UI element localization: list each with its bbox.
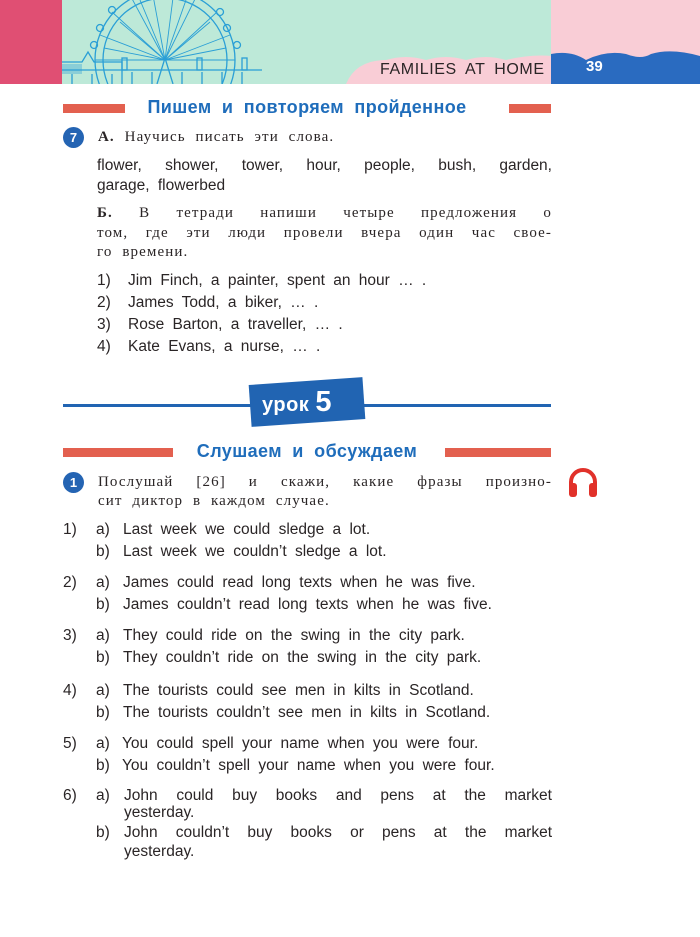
page-number-tab [551, 50, 700, 84]
list-item-num: 2) [97, 294, 111, 311]
option-b-text: James couldn’t read long texts when he was five. [123, 596, 492, 613]
option-b-label: b) [96, 824, 110, 841]
lesson-word: урок [262, 394, 310, 416]
ferris-wheel-icon [62, 0, 262, 84]
option-b-text: John couldn’t buy books or pens at the market [124, 824, 552, 841]
option-a-text: John could buy books and pens at the market [124, 787, 552, 804]
part-b-label: Б. [97, 205, 113, 221]
option-b-label: b) [96, 543, 110, 560]
section-banner-writing [63, 97, 551, 117]
instruction-line1: Послушай [26] и скажи, какие фразы произно- [98, 474, 552, 490]
unit-title: FAMILIES AT HOME [380, 61, 545, 78]
item-number: 3) [63, 627, 77, 644]
list-item-num: 1) [97, 272, 111, 289]
lesson-label [262, 386, 332, 419]
option-b-text: The tourists couldn’t see men in kilts in Scotland. [123, 704, 491, 721]
page-header [0, 0, 700, 84]
header-pink-block [0, 0, 62, 84]
page-number: 39 [586, 58, 603, 75]
lesson-number: 5 [315, 386, 333, 418]
option-a-label: a) [96, 574, 110, 591]
item-number: 5) [63, 735, 77, 752]
option-a-label: a) [96, 735, 110, 752]
option-a-label: a) [96, 682, 110, 699]
word-list-line1: flower, shower, tower, hour, people, bush, garden, [97, 157, 552, 174]
item-number: 2) [63, 574, 77, 591]
instruction-line2: сит диктор в каждом случае. [98, 493, 330, 509]
option-b-text: You couldn’t spell your name when you were four. [122, 757, 495, 774]
item-number: 6) [63, 787, 77, 804]
section-banner-listening [63, 441, 551, 461]
part-a-label: А. [98, 129, 115, 145]
option-b-text: Last week we couldn’t sledge a lot. [123, 543, 387, 560]
option-a-text: You could spell your name when you were four. [122, 735, 479, 752]
list-item: Jim Finch, a painter, spent an hour … . [128, 272, 427, 289]
part-b-line1 [97, 205, 552, 222]
exercise-7a-instruction [98, 129, 334, 146]
option-b-label: b) [96, 704, 110, 721]
item-number: 4) [63, 682, 77, 699]
exercise-number-badge: 7 [63, 127, 84, 148]
option-b-label: b) [96, 596, 110, 613]
option-b-text: They couldn’t ride on the swing in the city park. [123, 649, 482, 666]
section-title: Пишем и повторяем пройденное [147, 97, 467, 117]
list-item: Rose Barton, a traveller, … . [128, 316, 343, 333]
section-title: Слушаем и обсуждаем [196, 441, 418, 461]
exercise-number-badge: 1 [63, 472, 84, 493]
option-b-label: b) [96, 757, 110, 774]
list-item: Kate Evans, a nurse, … . [128, 338, 321, 355]
option-a-label: a) [96, 627, 110, 644]
word-list-line2: garage, flowerbed [97, 177, 226, 194]
list-item: James Todd, a biker, … . [128, 294, 319, 311]
part-a-text: Научись писать эти слова. [124, 129, 335, 145]
part-b-line3: го времени. [97, 244, 189, 260]
option-a-label: a) [96, 521, 110, 538]
headphones-icon[interactable] [566, 465, 600, 499]
option-a-label: a) [96, 787, 110, 804]
item-number: 1) [63, 521, 77, 538]
option-a-text: They could ride on the swing in the city park. [123, 627, 465, 644]
option-a-text: Last week we could sledge a lot. [123, 521, 371, 538]
part-b-line2: том, где эти люди провели вчера один час свое- [97, 225, 552, 241]
option-a-text-cont: yesterday. [124, 804, 195, 821]
list-item-num: 4) [97, 338, 111, 355]
option-b-text-cont: yesterday. [124, 843, 195, 860]
option-a-text: James could read long texts when he was five. [123, 574, 476, 591]
part-b-line1-text: В тетради напиши четыре предложения о [139, 205, 553, 221]
option-b-label: b) [96, 649, 110, 666]
list-item-num: 3) [97, 316, 111, 333]
option-a-text: The tourists could see men in kilts in Scotland. [123, 682, 474, 699]
